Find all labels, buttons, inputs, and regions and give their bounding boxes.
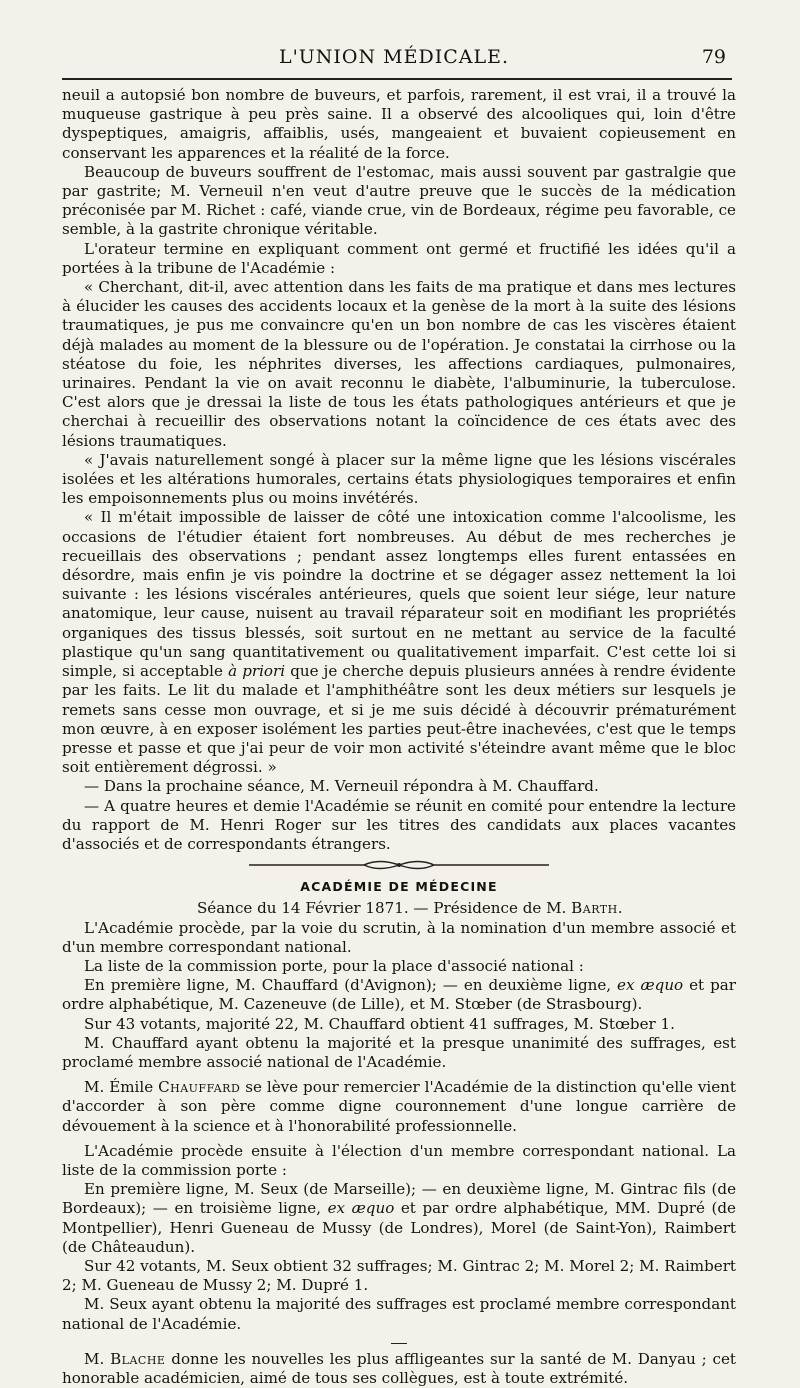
paragraph: — Dans la prochaine séance, M. Verneuil répondra à M. Chauffard. bbox=[84, 777, 599, 796]
session-line bbox=[62, 899, 736, 918]
ex-aequo-italic: ex æquo bbox=[327, 1199, 395, 1218]
blache-prefix: M. bbox=[84, 1349, 105, 1368]
emile-text: se lève pour remercier l'Académie de la distinction qu'elle vient d'accorder à son père comme digne couronnement d'une longue carrière de dévouement à la science et à l'honorabilité professionnelle. bbox=[62, 1078, 736, 1135]
list-text-cont: et par ordre alphabétique, M. Cazeneuve (de Lille), et M. Stœber (de Strasbourg). bbox=[62, 976, 736, 1014]
paragraph: La liste de la commission porte, pour la place d'associé national : bbox=[84, 956, 584, 975]
page-header bbox=[62, 46, 726, 76]
chauffard-name: Chauffard bbox=[158, 1078, 241, 1097]
paragraph: L'Académie procède ensuite à l'élection d'un membre correspondant national. La liste de la commission porte : bbox=[62, 1141, 736, 1179]
quote-paragraph bbox=[62, 508, 736, 777]
paragraph: neuil a autopsié bon nombre de buveurs, et parfois, rarement, il est vrai, il a trouvé la muqueuse gastrique à peu près saine. Il a observé des alcooliques qui, loin d'être dyspeptiques, amaigris, affaiblis, usés, mangeaient et buvaient copieusement en conservant les apparences et la réalité de la force. bbox=[62, 86, 736, 162]
blache-name: Blache bbox=[110, 1349, 166, 1368]
paragraph bbox=[62, 976, 736, 1014]
paragraph: Beaucoup de buveurs souffrent de l'estomac, mais aussi souvent par gastralgie que par gastrite; M. Verneuil n'en veut d'autre preuve que le succès de la médication préconisée par M. Richet : café, viande crue, vin de Bordeaux, régime peu favorable, ce semble, à la gastrite chronique véritable. bbox=[62, 162, 736, 239]
quote-paragraph: « J'avais naturellement songé à placer sur la même ligne que les lésions viscérales isolées et les altérations humorales, certains états physiologiques temporaires et enfin les empoisonnements plus ou moins invétérés. bbox=[62, 450, 736, 508]
paragraph bbox=[62, 1078, 736, 1136]
header-rule bbox=[62, 78, 732, 80]
short-dash-separator bbox=[391, 1343, 407, 1344]
paragraph: Sur 42 votants, M. Seux obtient 32 suffrages; M. Gintrac 2; M. Morel 2; M. Raimbert 2; M. Gueneau de Mussy 2; M. Dupré 1. bbox=[62, 1256, 736, 1295]
list-text-cont: et par ordre alphabétique, MM. Dupré (de Montpellier), Henri Gueneau de Mussy (de Londres), Morel (de Saint-Yon), Raimbert (de Châteaudun). bbox=[62, 1199, 736, 1256]
emile-prefix: M. Émile bbox=[84, 1078, 154, 1097]
ornamental-divider bbox=[249, 857, 549, 873]
a-priori-italic: à priori bbox=[228, 662, 286, 681]
list-text: En première ligne, M. Chauffard (d'Avignon); — en deuxième ligne, bbox=[84, 976, 612, 995]
session-prefix: Séance du 14 Février 1871. — Présidence de M. bbox=[196, 899, 567, 918]
paragraph bbox=[62, 1180, 736, 1257]
paragraph: L'orateur termine en expliquant comment ont germé et fructifié les idées qu'il a portées à la tribune de l'Académie : bbox=[62, 239, 736, 277]
article-body bbox=[62, 86, 736, 1388]
quote-text: « Il m'était impossible de laisser de côté une intoxication comme l'alcoolisme, les occasions de l'étudier étaient fort nombreuses. Au début de mes recherches je recueillais des observations ; pendant assez longtemps elles furent entassées en désordre, mais enfin je vis poindre la doctrine et se dégager assez nettement la loi suivante : les lésions viscérales antérieures, quels que soient leur siége, leur nature anatomique, leur cause, nuisent au travail réparateur soit en modifiant les propriétés organiques des tissus blessés, soit surtout en ne mettant au service de la faculté plastique qu'un sang quantitativement ou qualitativement imparfait. C'est cette loi si simple, si acceptable bbox=[62, 508, 736, 681]
ex-aequo-italic: ex æquo bbox=[617, 976, 684, 995]
paragraph: Sur 43 votants, majorité 22, M. Chauffard obtient 41 suffrages, M. Stœber 1. bbox=[84, 1014, 675, 1033]
blache-text: donne les nouvelles les plus affligeantes sur la santé de M. Danyau ; cet honorable académicien, aimé de tous ses collègues, est à toute extrémité. bbox=[62, 1349, 736, 1387]
paragraph: M. Seux ayant obtenu la majorité des suffrages est proclamé membre correspondant national de l'Académie. bbox=[62, 1295, 736, 1333]
section-heading: ACADÉMIE DE MÉDECINE bbox=[300, 879, 498, 895]
page-number: 79 bbox=[701, 46, 726, 68]
journal-title: L'UNION MÉDICALE. bbox=[278, 46, 510, 68]
paragraph: — A quatre heures et demie l'Académie se réunit en comité pour entendre la lecture du rapport de M. Henri Roger sur les titres des candidats aux places vacantes d'associés et de correspondants étrangers. bbox=[62, 796, 736, 853]
paragraph bbox=[62, 1350, 736, 1388]
paragraph: L'Académie procède, par la voie du scrutin, à la nomination d'un membre associé et d'un membre correspondant national. bbox=[62, 918, 736, 956]
paragraph: M. Chauffard ayant obtenu la majorité et la presque unanimité des suffrages, est proclamé membre associé national de l'Académie. bbox=[62, 1033, 736, 1071]
president-name: Barth. bbox=[571, 899, 624, 918]
list-text: En première ligne, M. Seux (de Marseille); — en deuxième ligne, M. Gintrac fils (de Bordeaux); — en troisième ligne, bbox=[62, 1180, 736, 1218]
quote-text-cont: que je cherche depuis plusieurs années à rendre évidente par les faits. Le lit du malade et l'amphithéâtre sont les deux métiers sur lesquels je remets sans cesse mon ouvrage, et si je me suis décidé à découvrir prématurément mon œuvre, à en exposer isolément les parties peut-être inachevées, c'est que le temps presse et passe et que j'ai peur de voir mon activité s'éteindre avant même que le bloc soit entièrement dégrossi. » bbox=[62, 662, 736, 777]
quote-paragraph: « Cherchant, dit-il, avec attention dans les faits de ma pratique et dans mes lectures à élucider les causes des accidents locaux et la genèse de la mort à la suite des lésions traumatiques, je pus me convaincre qu'en un bon nombre de cas les viscères étaient déjà malades au moment de la blessure ou de l'opération. Je constatai la cirrhose ou la stéatose du foie, les néphrites diverses, les affections cardiaques, pulmonaires, urinaires. Pendant la vie on avait reconnu le diabète, l'albuminurie, la tuberculose. C'est alors que je dressai la liste de tous les états pathologiques antérieurs et que je cherchai à recueillir des observations notant la coïncidence de ces états avec des lésions traumatiques. bbox=[62, 278, 736, 450]
